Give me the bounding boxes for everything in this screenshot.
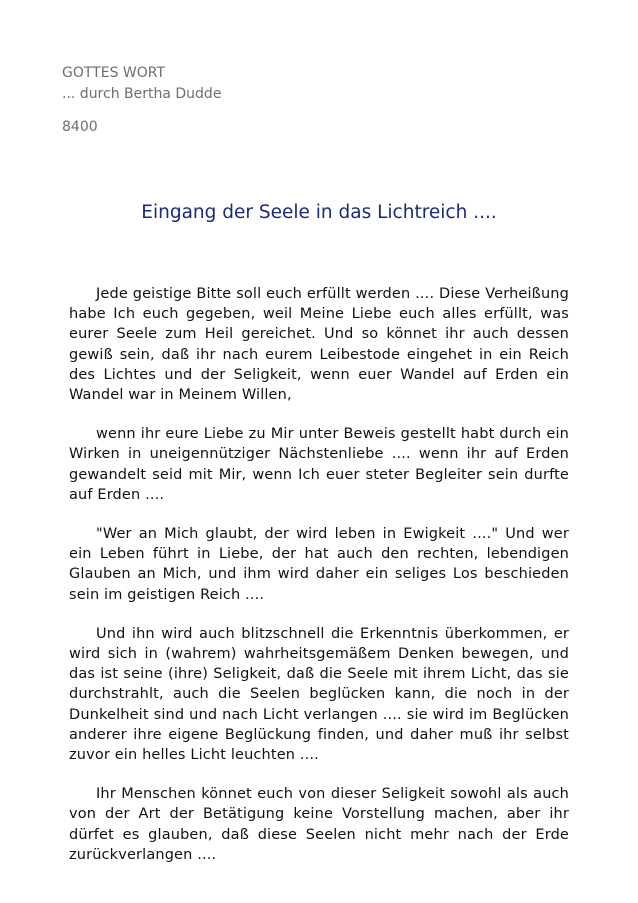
author-line: ... durch Bertha Dudde: [62, 86, 222, 102]
paragraph-5: Ihr Menschen könnet euch von dieser Seligkeit sowohl als auch von der Art der Betätigung keine Vorstellung machen, aber ihr dürfet es glauben, daß diese Seelen nicht mehr nach der Erde zurückverlangen ....: [69, 786, 569, 863]
message-number: 8400: [62, 119, 98, 135]
source-heading: GOTTES WORT: [62, 65, 166, 81]
paragraph-2: wenn ihr eure Liebe zu Mir unter Beweis gestellt habt durch ein Wirken in uneigennütziger Nächstenliebe .... wenn ihr auf Erden gewandelt seid mit Mir, wenn Ich euer steter Begleiter sein durfte auf Erden ....: [69, 426, 569, 503]
paragraph-4: Und ihn wird auch blitzschnell die Erkenntnis überkommen, er wird sich in (wahrem) wahrheitsgemäßem Denken bewegen, und das ist seine (ihre) Seligkeit, daß die Seele mit ihrem Licht, das sie durchstrahlt, auch die Seelen beglücken kann, die noch in der Dunkelheit sind und nach Licht verlangen .... sie wird im Beglücken anderer ihre eigene Beglückung finden, und daher muß ihr selbst zuvor ein helles Licht leuchten ....: [69, 625, 569, 764]
paragraph-3: "Wer an Mich glaubt, der wird leben in Ewigkeit ...." Und wer ein Leben führt in Liebe, der hat auch den rechten, lebendigen Glauben an Mich, und ihm wird daher ein seliges Los beschieden sein im geistigen Reich ....: [69, 526, 569, 603]
body-text: [69, 284, 569, 884]
paragraph-1: Jede geistige Bitte soll euch erfüllt werden .... Diese Verheißung habe Ich euch gegeben, weil Meine Liebe euch alles erfüllt, was eurer Seele zum Heil gereichet. Und so könnet ihr auch dessen gewiß sein, daß ihr nach eurem Leibestode eingehet in ein Reich des Lichtes und der Seligkeit, wenn euer Wandel auf Erden ein Wandel war in Meinem Willen,: [69, 286, 569, 404]
document-title: Eingang der Seele in das Lichtreich ....: [141, 202, 497, 223]
